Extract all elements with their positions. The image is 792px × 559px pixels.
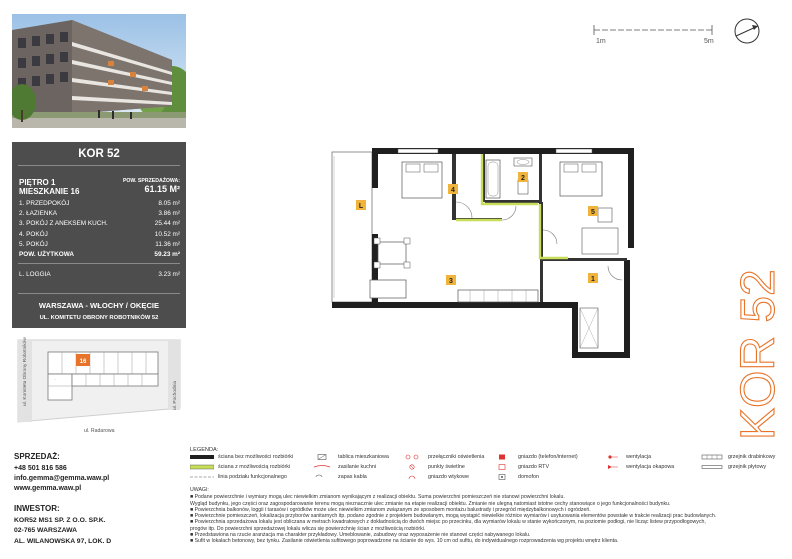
divider [18, 293, 180, 294]
room-row [19, 220, 180, 230]
usable-area-label: POW. UŻYTKOWA [19, 250, 75, 258]
room-area: 25.44 m² [154, 220, 180, 228]
street-label-left: ul. Komitetu Obrony Robotników [23, 337, 28, 406]
note-line: ■ Powierzchnia balkonów, loggii i tarasów i ogródków może ulec niewielkim zmianom związanym ze sposobem montażu balustrady i przegród międzybalkonowych i ogródzeń. [190, 506, 591, 513]
website: www.gemma.waw.pl [14, 485, 82, 492]
loggia-label: L. LOGGIA [19, 271, 51, 278]
notes [190, 487, 780, 545]
investor-heading: INWESTOR: [14, 504, 60, 513]
highlighted-unit-number: 16 [79, 359, 87, 365]
room-number-1: 1 [591, 276, 595, 283]
legend-title: LEGENDA: [190, 447, 219, 453]
usable-area-value: 59.23 m² [154, 250, 180, 258]
city-district: WARSZAWA - WŁOCHY / OKĘCIE [38, 301, 160, 310]
investor-line: KOR52 MS1 SP. Z O.O. SP.K. [14, 516, 106, 524]
note-line: ■ Sufit w lokalach betonowy, bez tynku. Zasilanie oświetlenia sufitowego poprowadzone na ścianie do wys. 10 cm od sufitu, do indywidualnego rozprowadzenia wg projektu wnętrz klienta. [190, 538, 619, 545]
divider [18, 263, 180, 264]
north-arrow-icon [730, 14, 764, 48]
note-line: progów itp. Do powierzchni sprzedażowej lokalu wlicza się powierzchnię ścian z możliwością rozbiórki. [190, 525, 426, 532]
floor-plan [318, 142, 650, 364]
loggia-row [19, 271, 180, 281]
street-address: UL. KOMITETU OBRONY ROBOTNIKÓW 52 [39, 315, 159, 321]
vertical-brand-title [730, 262, 782, 440]
room-area: 11.36 m² [155, 240, 180, 248]
room-name: 2. ŁAZIENKA [19, 210, 58, 218]
scale-bar [586, 14, 716, 48]
street-label-right: ul. Pochodnia [173, 380, 178, 410]
room-row [19, 200, 180, 210]
phone-number: +48 501 816 586 [14, 465, 67, 472]
room-row [19, 231, 180, 241]
apartment-label: MIESZKANIE 16 [19, 187, 80, 196]
sales-area-label: POW. SPRZEDAŻOWA: [122, 178, 180, 184]
room-area: 8.05 m² [158, 200, 180, 207]
sales-contact [14, 452, 174, 494]
room-row [19, 241, 180, 251]
notes-heading: UWAGI: [190, 487, 209, 493]
floor-label: PIĘTRO 1 [19, 178, 56, 187]
street-label-bottom: ul. Radarowa [84, 428, 115, 434]
room-name: 3. POKÓJ Z ANEKSEM KUCH. [19, 220, 108, 228]
site-key-map [12, 336, 186, 436]
room-list [19, 200, 180, 261]
room-name: 4. POKÓJ [19, 230, 48, 238]
room-name: 5. POKÓJ [19, 240, 48, 248]
email-address: info.gemma@gemma.waw.pl [14, 475, 110, 482]
note-line: ■ Przedstawiona na rzucie aranżacja ma charakter przykładowy. Umeblowanie, zabudowy oraz wyposażenie nie stanowi części nabywanego lokalu. [190, 532, 531, 539]
investment-code: KOR 52 [78, 148, 120, 160]
room-area: 10.52 m² [154, 230, 180, 238]
usable-area-row [19, 251, 180, 261]
room-number-5: 5 [591, 209, 595, 216]
svg-text:·: · [54, 377, 56, 382]
investor-line: AL. WILANOWSKA 97, LOK. D [14, 537, 112, 545]
room-row [19, 210, 180, 220]
sales-area-value: 61.15 M² [144, 184, 180, 194]
sales-heading: SPRZEDAŻ: [14, 452, 60, 461]
legend: ściana bez możliwości rozbiórki ściana z możliwością rozbiórki linia podziału funkcjonalnego tablica mieszkaniowa zasilanie kuchni zapas kabla przełączniki oświetlenia punkty świetlne gniazdo wtykowe gniazdo (telefon/internet) gniazdo RTV domofon wentylacja wentylacja okapowa grzejnik drabinkowy grzejnik płytowy [190, 454, 780, 484]
note-line: ■ Podane powierzchnie i wymiary mogą ulec niewielkim zmianom wynikającym z realizacji obiektu. Suma powierzchni pomieszczeń nie stanowi powierzchni lokalu. [190, 494, 565, 501]
scale-label-5m: 5m [704, 38, 714, 45]
room-area: 3.86 m² [158, 210, 180, 218]
note-line: Wygląd budynku, jego części oraz zagospodarowanie terenu mogą nieznacznie ulec zmianie na etapie realizacji obiektu. Zmianie nie ulegną natomiast istotne cechy stanowiące o jego funkcjonalności budynku. [190, 500, 671, 507]
investor-info [14, 504, 174, 547]
apartment-info-panel [12, 142, 186, 328]
scale-label-1m: 1m [596, 38, 606, 45]
note-line: ■ Powierzchnia sprzedażowa lokalu jest obliczana w metrach kwadratowych z dokładnością do dwóch miejsc po przecinku, dla wymiarów lokalu w stanie wykończonym, na poziomie podłogi, nie licząc listew przypodłogowych, [190, 519, 706, 526]
building-render-image [12, 14, 186, 128]
note-line: ■ Powierzchnie pomieszczeń, lokalizacja przyborów sanitarnych itp. podano zgodnie z projektem budowlanym, mogą wystąpić niewielkie różnice wymiarów i usytuowania elementów powstałe w trakcie realizacji prac budowlanych. [190, 513, 717, 520]
loggia-mark: L [358, 203, 364, 210]
loggia-area: 3.23 m² [158, 271, 180, 278]
brand-title-text: KOR 52 [732, 269, 782, 440]
divider [18, 165, 180, 166]
room-number-4: 4 [451, 187, 455, 194]
room-number-3: 3 [449, 278, 453, 285]
room-name: 1. PRZEDPOKÓJ [19, 200, 70, 207]
investor-line: 02-765 WARSZAWA [14, 527, 78, 534]
room-number-2: 2 [521, 175, 525, 182]
